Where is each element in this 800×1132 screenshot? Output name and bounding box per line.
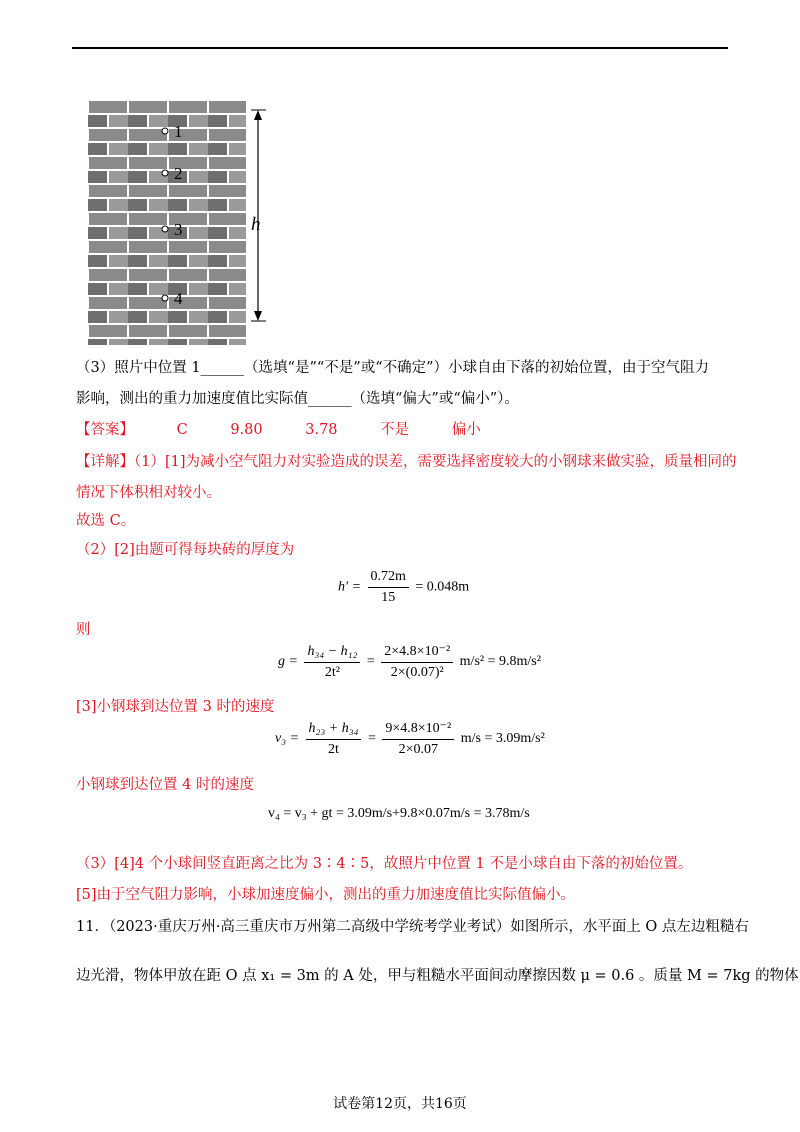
answer-label: 【答案】 [76,422,134,438]
ball-1 [162,128,168,134]
height-label: h [251,214,261,235]
detail-line-5: [3]小钢球到达位置 3 时的速度 [76,699,275,715]
formula-gravity: g = $\frac{\text{h₃₄ − h₁₂}}{\text{2t²}}$ = $\frac{\text{2×4.8×10⁻²}}{\text{2×(0.07)²}}$ m/s² = 9.8m/s² [278,643,541,680]
label-1: 1 [174,122,183,141]
formula-velocity-3: v₃ = $\frac{\text{h₂₃ + h₃₄}}{2t}$ = $\frac{\text{9×4.8×10⁻²}}{2\times 0.07}$ m/s = 3.09m/s² [275,720,545,757]
answer-4: 不是 [380,422,410,438]
answer-5: 偏小 [451,422,481,438]
ball-2 [162,170,168,176]
question-3-line-2: 影响，测出的重力加速度值比实际值______（选填“偏大”或“偏小”）。 [76,391,519,407]
label-3: 3 [174,220,183,239]
detail-line-8: [5]由于空气阻力影响，小球加速度偏小，测出的重力加速度值比实际值偏小。 [76,887,576,903]
formula-brick-thickness: h′ = $\frac{0.72m}{15}$ = 0.048m [338,569,470,605]
answer-2: 9.80 [230,422,263,438]
brick-wall [88,100,246,345]
label-4: 4 [174,289,183,308]
detail-line-7: （3）[4]4 个小球间竖直距离之比为 3∶4∶5，故照片中位置 1 不是小球自由下落的初始位置。 [76,856,693,872]
formula-velocity-4: v₄ = v₃ + gt = 3.09m/s+9.8×0.07m/s = 3.78m/s [268,806,530,821]
header-rule [72,47,728,49]
detail-line-6: 小钢球到达位置 4 时的速度 [76,777,254,793]
answer-line [76,420,481,440]
question-3-line-1: （3）照片中位置 1______（选填“是”“不是”或“不确定”）小球自由下落的初始位置，由于空气阻力 [76,360,710,376]
ball-3 [162,226,168,232]
ball-4 [162,295,168,301]
label-2: 2 [174,164,183,183]
detail-line-1: 【详解】（1）[1]为减小空气阻力对实验造成的误差，需要选择密度较大的小钢球来做实验，质量相同的 [76,454,737,470]
brick-wall-figure [88,100,278,345]
detail-line-4: （2）[2]由题可得每块砖的厚度为 [76,542,295,558]
detail-line-3: 故选 C。 [76,513,136,529]
page-footer: 试卷第12页，共16页 [333,1096,467,1112]
detail-then: 则 [76,622,91,638]
question-11-line-1: 11．（2023·重庆万州·高三重庆市万州第二高级中学统考学业考试）如图所示，水平面上 O 点左边粗糙右 [76,919,749,935]
answer-3: 3.78 [305,422,338,438]
question-11-line-2: 边光滑，物体甲放在距 O 点 x₁ = 3m 的 A 处，甲与粗糙水平面间动摩擦因数 μ = 0.6 。质量 M = 7kg 的物体 [76,968,799,984]
answer-1: C [176,422,188,438]
detail-line-2: 情况下体积相对较小。 [76,485,221,501]
